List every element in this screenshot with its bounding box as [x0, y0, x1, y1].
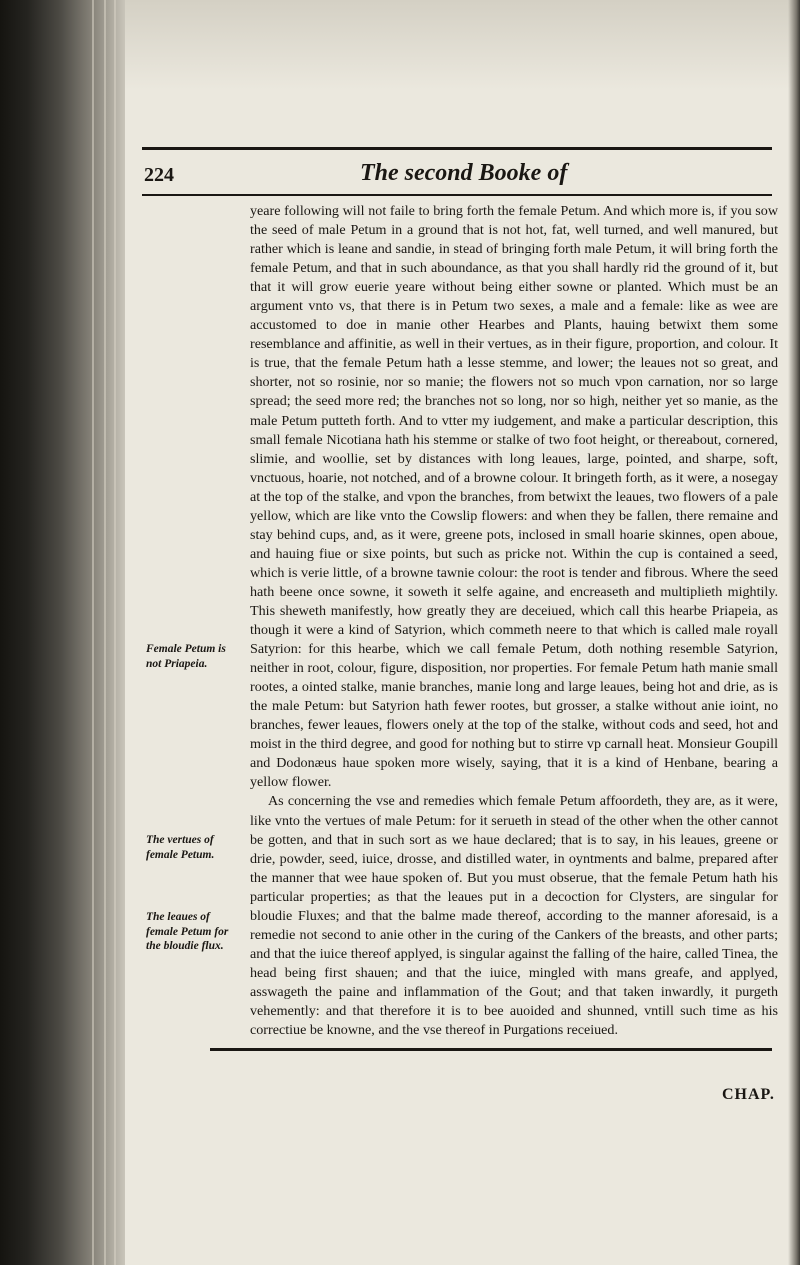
footer-rule — [210, 1048, 772, 1051]
margin-note-priapeia: Female Petum is not Priapeia. — [146, 643, 226, 670]
paragraph-female-petum-vertues: As concerning the vse and remedies which female Petum affoordeth, they are, as it were, like vnto the vertues of male Petum: for it serueth in stead of the other when the other cannot be gotten, and that in such sort as we haue declared; that is to say, in his leaues, greene or drie, powder, seed, iuice, drosse, and distilled water, in oyntments and balme, prepared after the manner that wee haue spoken of. But you must obserue, that the female Petum hath his particular properties; as that the leaues put in a decoction for Clysters, are singular for bloudie Fluxes; and that the balme made thereof, according to the manner aforesaid, is a remedie not second to anie other in the curing of the Cankers of the breasts, and other parts; and that the iuice thereof applyed, is singular against the falling of the haire, called Tinea, the head being first shauen; and that the iuice, mingled with mans greafe, and applyed, asswageth the paine and inflammation of the Gout; and that taken inwardly, it purgeth vehemently: and that therefore it is to bee auoided and shunned, vntill such time as his correctiue be knowne, and the vse thereof in Purgations receiued. — [250, 793, 778, 1039]
main-text-block — [250, 202, 778, 1040]
margin-note-vertues: The vertues of female Petum. — [146, 834, 215, 861]
header-rule-bottom — [142, 194, 772, 196]
running-head: The second Booke of — [360, 160, 568, 186]
margin-note-bloudie-flux: The leaues of female Petum for the bloudie flux. — [146, 911, 229, 952]
gutter-streak — [92, 0, 94, 1265]
gutter-streak — [114, 0, 116, 1265]
page-right-edge — [788, 0, 800, 1265]
catchword: CHAP. — [722, 1086, 775, 1103]
paragraph-female-petum-description: yeare following will not faile to bring forth the female Petum. And which more is, if you sow the seed of male Petum in a ground that is not hot, fat, well turned, and well manured, but rather which is leane and sandie, in stead of bringing forth male Petum, it will bring forth the female Petum, and that in such aboundance, as that you shall hardly rid the ground of it, but that it will grow euerie yeare without being either sowne or planted. Which must be an argument vnto vs, that there is in Petum two sexes, a male and a female: like as wee are accustomed to doe in manie other Hearbes and Plants, hauing betwixt them some resemblance and affinitie, as well in their vertues, as in their figure, proportion, and colour. It is true, that the female Petum hath a lesse stemme, and lower; the leaues not so great, and shorter, not so rosinie, nor so manie; the flowers not so much vpon carnation, nor so large spread; the seed more red; the branches not so long, nor so high, neither yet so manie, as the male Petum putteth forth. And to vtter my iudgement, and make a particular description, this small female Nicotiana hath his stemme or stalke of two foot height, or thereabout, cornered, slimie, and woollie, set by distances with long leaues, large, pointed, and sharpe, soft, vnctuous, hoarie, not notched, and of a browne colour. It bringeth forth, as it were, a nosegay at the top of the stalke, and vpon the branches, from betwixt the leaues, two flowers of a pale yellow, which are like vnto the Cowslip flowers: and when they be fallen, there remaine and stay behind cups, and, as it were, greene pots, inclosed in small hoarie skinnes, open aboue, and hauing fiue or sixe points, but such as pricke not. Within the cup is contained a seed, which is verie little, of a browne tawnie colour: the root is tender and fibrous. Where the seed hath beene once sowne, it soweth it selfe againe, and encreaseth and multiplieth mightily. This sheweth manifestly, how greatly they are deceiued, which call this hearbe Priapeia, as though it were a kind of Satyrion, which commeth neere to that which is called male royall Satyrion: for this hearbe, which we call female Petum, doth nothing resemble Satyrion, neither in root, colour, figure, disposition, nor properties. For female Petum hath manie small rootes, a ointed stalke, manie branches, manie long and large leaues, being hot and drie, as is the male Petum: but Satyrion hath fewer rootes, but grosser, a stalke without anie ioint, no branches, fewer leaues, flowers onely at the top of the stalke, without cods and seed, hot and moist in the third degree, and good for nothing but to stirre vp carnall heat. Monsieur Goupill and Dodonæus haue spoken more wisely, saying, that it is a kind of Henbane, bearing a yellow flower. — [250, 203, 778, 791]
header-rule-top — [142, 147, 772, 150]
page-number: 224 — [144, 164, 174, 186]
page-top-shade — [125, 0, 800, 90]
gutter-streak — [104, 0, 106, 1265]
book-gutter-shadow — [0, 0, 125, 1265]
